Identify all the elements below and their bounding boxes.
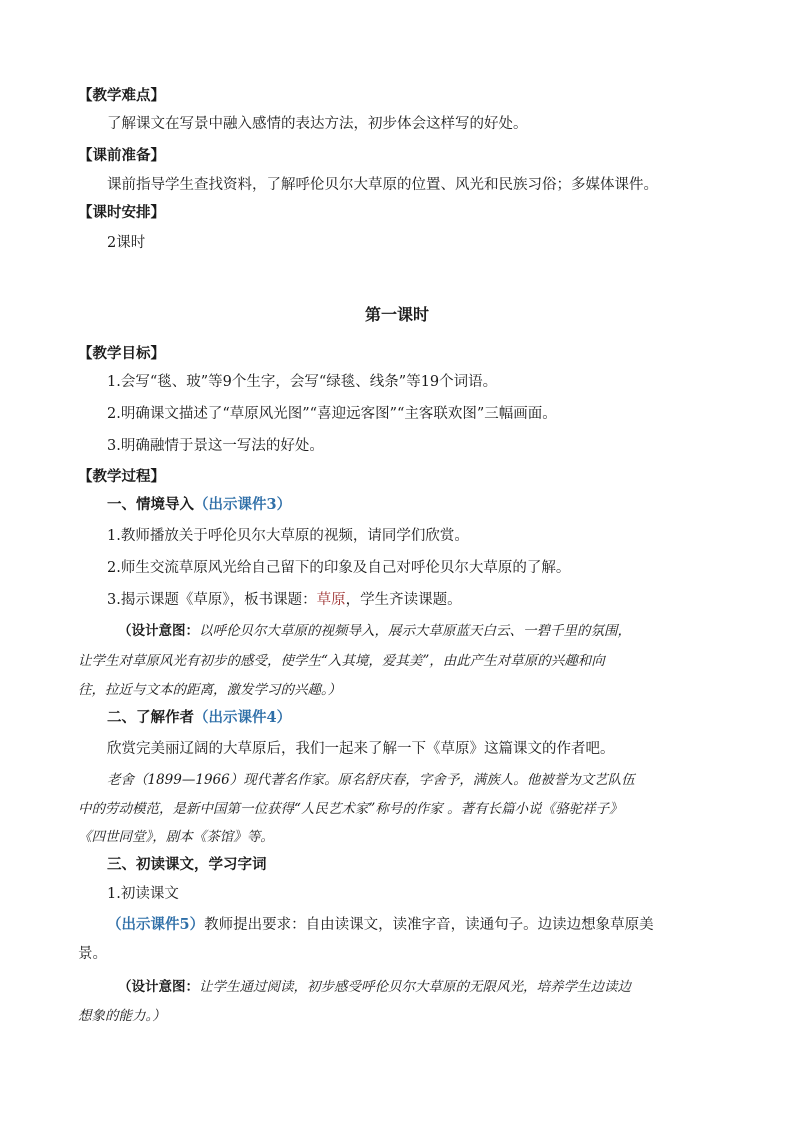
courseware-tag: （出示课件4） <box>194 709 292 726</box>
heading-difficulty: 【教学难点】 <box>78 88 165 104</box>
part1-item: 1.教师播放关于呼伦贝尔大草原的视频，请同学们欣赏。 <box>107 528 469 544</box>
part3-text-1: 教师提出要求：自由读课文，读准字音，读通句子。边读边想象草原美 <box>204 917 654 933</box>
note-label: （设计意图： <box>118 979 199 995</box>
schedule-text: 2课时 <box>107 235 146 251</box>
part3-sub: 1.初读课文 <box>107 886 179 902</box>
part2-intro: 欣赏完美丽辽阔的大草原后，我们一起来了解一下《草原》这篇课文的作者吧。 <box>107 741 615 757</box>
courseware-tag: （出示课件5） <box>107 916 205 933</box>
part1-heading <box>107 495 291 515</box>
heading-goals: 【教学目标】 <box>78 346 165 362</box>
design-note-1 <box>118 621 631 641</box>
note-line: 想象的能力。） <box>78 1008 166 1024</box>
note-line: 往，拉近与文本的距离，激发学习的兴趣。） <box>78 682 342 698</box>
note-label: （设计意图： <box>118 623 199 639</box>
note-line: 让学生通过阅读，初步感受呼伦贝尔大草原的无限风光，培养学生边读边 <box>199 979 631 995</box>
goal-item: 3.明确融情于景这一写法的好处。 <box>107 438 324 454</box>
bio-line: 《四世同堂》，剧本《茶馆》等。 <box>78 829 274 845</box>
heading-process: 【教学过程】 <box>78 469 165 485</box>
goal-item: 1.会写“毯、玻”等9个生字，会写“绿毯、线条”等19个词语。 <box>107 374 498 390</box>
board-title: 草原 <box>316 592 346 608</box>
lesson-title: 第一课时 <box>364 305 429 324</box>
heading-schedule: 【课时安排】 <box>78 205 165 221</box>
part2-title: 二、了解作者 <box>107 710 194 726</box>
note-line: 让学生对草原风光有初步的感受，使学生“入其境，爱其美”，由此产生对草原的兴趣和向 <box>78 653 605 669</box>
part2-heading <box>107 708 291 728</box>
part1-item: 2.师生交流草原风光给自己留下的印象及自己对呼伦贝尔大草原的了解。 <box>107 560 571 576</box>
design-note-2 <box>118 977 631 997</box>
note-line: 以呼伦贝尔大草原的视频导入，展示大草原蓝天白云、一碧千里的氛围， <box>199 623 631 639</box>
goal-item: 2.明确课文描述了“草原风光图”“喜迎远客图”“主客联欢图”三幅画面。 <box>107 406 557 422</box>
bio-line: 老舍（1899—1966）现代著名作家。原名舒庆春，字舍予，满族人。他被誉为文艺队伍 <box>107 772 635 788</box>
preparation-text: 课前指导学生查找资料，了解呼伦贝尔大草原的位置、风光和民族习俗；多媒体课件。 <box>107 177 658 193</box>
difficulty-text: 了解课文在写景中融入感情的表达方法，初步体会这样写的好处。 <box>107 116 528 132</box>
part1-item-3 <box>107 590 462 610</box>
item3-post: ，学生齐读课题。 <box>345 592 462 608</box>
part3-text-2: 景。 <box>78 946 107 962</box>
part3-title: 三、初读课文，学习字词 <box>107 857 267 873</box>
part1-title: 一、情境导入 <box>107 497 194 513</box>
part3-text <box>107 915 654 935</box>
heading-preparation: 【课前准备】 <box>78 148 165 164</box>
item3-pre: 3.揭示课题《草原》，板书课题： <box>107 592 317 608</box>
bio-line: 中的劳动模范，是新中国第一位获得“人民艺术家”称号的作家 。著有长篇小说《骆驼祥子》 <box>78 801 623 817</box>
courseware-tag: （出示课件3） <box>194 496 292 513</box>
